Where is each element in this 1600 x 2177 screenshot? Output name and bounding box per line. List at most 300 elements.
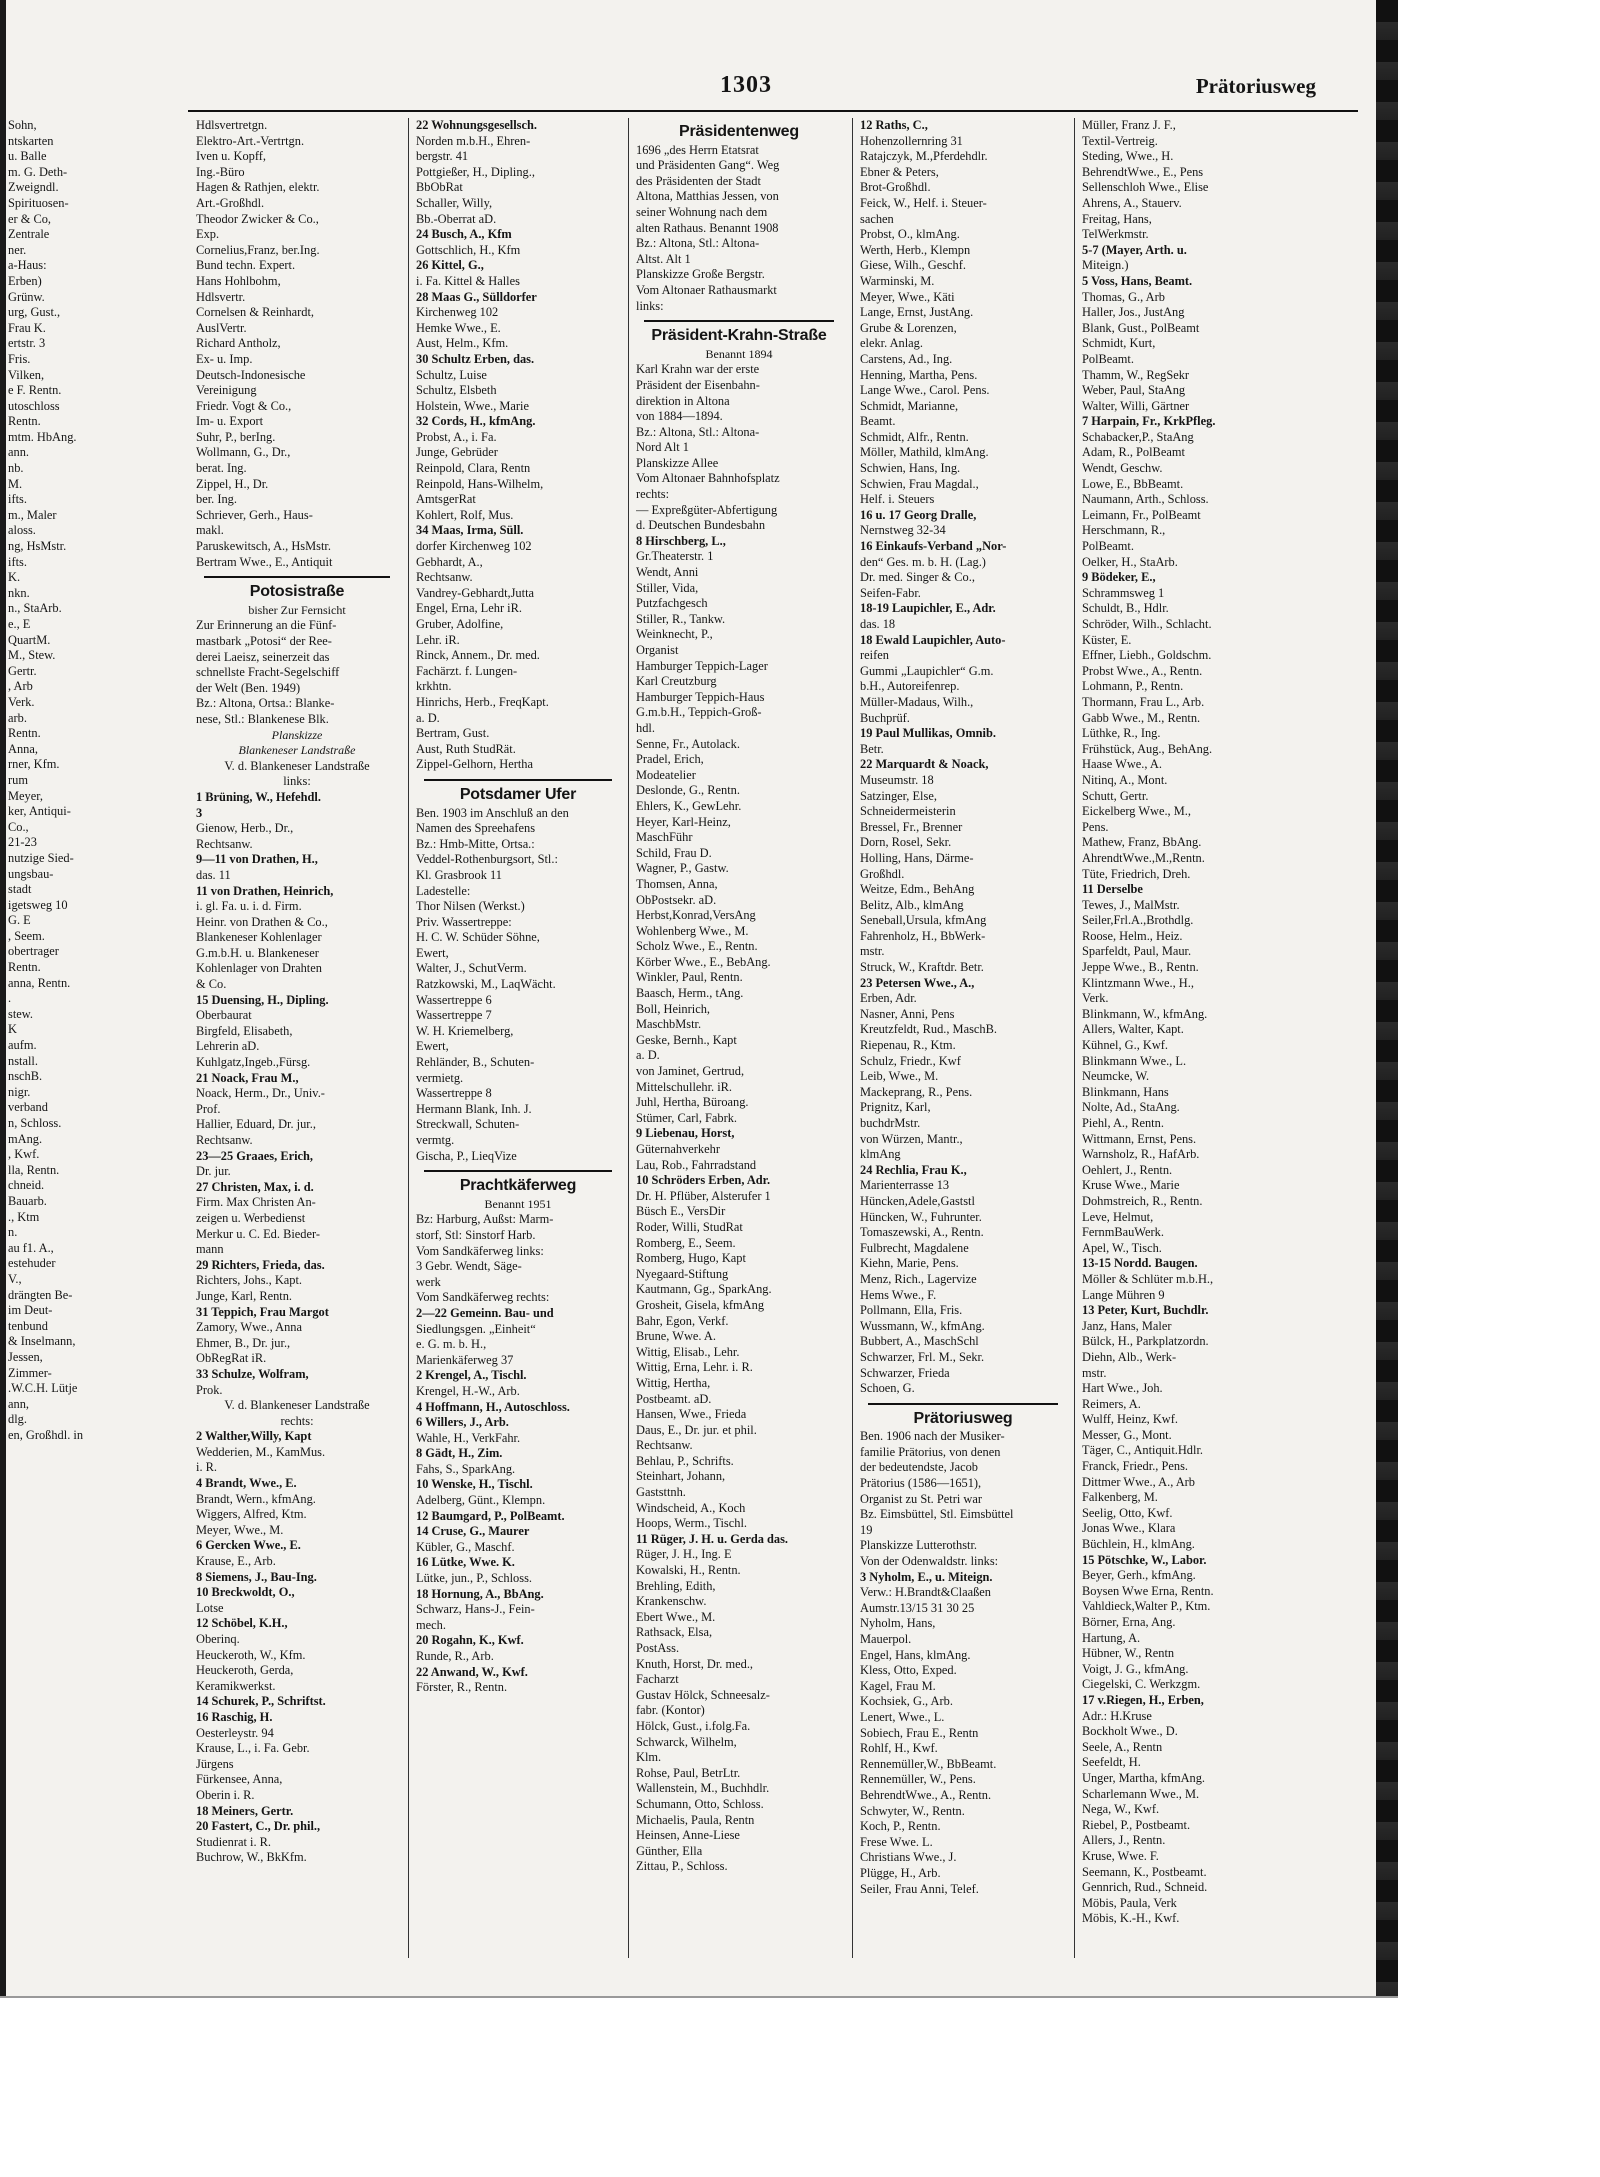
street-description-line: Organist zu St. Petri war (860, 1491, 982, 1506)
directory-entry: TelWerkmstr. (1082, 227, 1149, 242)
directory-entry: Schneidermeisterin (860, 804, 956, 819)
directory-entry: Gertr. (8, 663, 37, 678)
directory-entry: mech. (416, 1617, 446, 1632)
directory-entry: Nega, W., Kwf. (1082, 1802, 1160, 1817)
directory-entry: Oesterleystr. 94 (196, 1725, 274, 1740)
directory-entry: Probst, O., klmAng. (860, 227, 960, 242)
directory-entry: Brehling, Edith, (636, 1578, 716, 1593)
directory-entry: Aust, Ruth StudRät. (416, 741, 516, 756)
directory-entry: zeigen u. Werbedienst (196, 1210, 306, 1225)
directory-entry: Ratajczyk, M.,Pferdehdlr. (860, 149, 988, 164)
directory-entry: Unger, Martha, kfmAng. (1082, 1770, 1206, 1785)
directory-entry: Lehr. iR. (416, 632, 460, 647)
directory-entry: Hagen & Rathjen, elektr. (196, 180, 320, 195)
directory-entry: Schwarzer, Frl. M., Sekr. (860, 1349, 985, 1364)
directory-entry: Schutt, Gertr. (1082, 788, 1149, 803)
street-description-line: und Präsidenten Gang“. Weg (636, 158, 780, 173)
street-description-line: Thor Nilsen (Werkst.) (416, 899, 525, 914)
directory-entry: en, Großhdl. in (8, 1427, 84, 1442)
directory-entry: 9—11 von Drathen, H., (196, 852, 318, 867)
directory-entry: Dr. H. Pflüber, Alsterufer 1 (636, 1188, 771, 1203)
directory-entry: Rechtsanw. (196, 1133, 253, 1147)
directory-entry: Schild, Frau D. (636, 845, 712, 860)
directory-entry: Kruse, Wwe. F. (1082, 1848, 1159, 1863)
directory-entry: Schuldt, B., Hdlr. (1082, 601, 1169, 616)
directory-entry: Aust, Helm., Kfm. (416, 336, 509, 351)
directory-entry: Fürkensee, Anna, (196, 1772, 283, 1787)
directory-entry: Gummi „Laupichler“ G.m. (860, 663, 994, 678)
directory-entry: 17 v.Riegen, H., Erben, (1082, 1692, 1204, 1707)
directory-entry: Siedlungsgen. „Einheit“ (416, 1321, 536, 1336)
street-description-line: Walter, J., SchutVerm. (416, 961, 527, 976)
directory-entry: Seefeldt, H. (1082, 1755, 1141, 1770)
directory-entry: Fris. (8, 351, 31, 366)
directory-entry: Wohlenberg Wwe., M. (636, 923, 749, 938)
directory-entry: Kohlenlager von Drahten (196, 961, 322, 976)
directory-entry: Roose, Helm., Heiz. (1082, 928, 1183, 943)
directory-entry: 12 Raths, C., (860, 118, 928, 132)
directory-entry: Brune, Wwe. A. (636, 1329, 716, 1344)
directory-entry: Wagner, P., Gastw. (636, 861, 729, 876)
street-description-line: Karl Krahn war der erste (636, 362, 760, 377)
street-description-line: nese, Stl.: Blankenese Blk. (196, 711, 329, 726)
directory-entry: Rohse, Paul, BetrLtr. (636, 1765, 741, 1780)
directory-entry: MaschbMstr. (636, 1017, 702, 1032)
directory-entry: Keramikwerkst. (196, 1678, 276, 1693)
directory-entry: Schrammsweg 1 (1082, 585, 1165, 600)
directory-entry: Rentn. (8, 726, 41, 741)
directory-entry: Postbeamt. aD. (636, 1391, 712, 1406)
side-direction: links: (283, 774, 311, 789)
directory-entry: Feick, W., Helf. i. Steuer- (860, 195, 987, 210)
directory-entry: Wulff, Heinz, Kwf. (1082, 1412, 1178, 1427)
directory-entry: mstr. (860, 944, 885, 959)
directory-entry: Schultz, Luise (416, 367, 487, 382)
directory-entry: Thamm, W., RegSekr (1082, 367, 1190, 382)
directory-entry: 21 Noack, Frau M., (196, 1070, 299, 1085)
directory-entry: Probst, A., i. Fa. (416, 429, 497, 444)
directory-entry: Ebner & Peters, (860, 164, 939, 179)
directory-entry: Kless, Otto, Exped. (860, 1663, 957, 1678)
street-description-line: alten Rathaus. Benannt 1908 (636, 220, 779, 235)
column-4 (860, 118, 1066, 1958)
directory-entry: Lange Wwe., Carol. Pens. (860, 383, 990, 398)
directory-entry: Buchrow, W., BkKfm. (196, 1850, 307, 1865)
directory-entry: Heyer, Karl-Heinz, (636, 814, 731, 829)
directory-entry: Norden m.b.H., Ehren- (416, 133, 531, 148)
directory-entry: Anna, (8, 741, 38, 756)
directory-entry: 5 Voss, Hans, Beamt. (1082, 273, 1193, 288)
directory-entry: Wendt, Anni (636, 565, 699, 580)
directory-entry: Tewes, J., MalMstr. (1082, 897, 1180, 912)
directory-entry: Kowalski, H., Rentn. (636, 1563, 741, 1578)
directory-entry: Cornelsen & Reinhardt, (196, 305, 315, 320)
directory-entry: Karl Creutzburg (636, 674, 717, 689)
directory-entry: Oehlert, J., Rentn. (1082, 1162, 1173, 1177)
street-description-line: H. C. W. Schüder Söhne, (416, 930, 540, 945)
directory-entry: Bertram, Gust. (416, 726, 490, 741)
directory-entry: M. (8, 476, 23, 491)
directory-entry: Engel, Erna, Lehr iR. (416, 601, 522, 616)
directory-entry: Bubbert, A., MaschSchl (860, 1334, 979, 1349)
directory-entry: Seneball,Ursula, kfmAng (860, 913, 987, 928)
directory-entry: Mauerpol. (860, 1632, 912, 1646)
directory-entry: Vandrey-Gebhardt,Jutta (416, 585, 535, 600)
directory-entry: Brot-Großhdl. (860, 180, 931, 195)
directory-entry: 24 Rechlia, Frau K., (860, 1162, 967, 1177)
directory-entry: Ebert Wwe., M. (636, 1609, 716, 1624)
directory-entry: 23 Petersen Wwe., A., (860, 975, 975, 990)
directory-entry: Winkler, Paul, Rentn. (636, 970, 743, 985)
directory-entry: Aumstr.13/15 31 30 25 (860, 1600, 975, 1615)
directory-entry: Seelig, Otto, Kwf. (1082, 1505, 1173, 1520)
directory-entry: Jessen, (8, 1349, 43, 1364)
directory-entry: Gabb Wwe., M., Rentn. (1082, 710, 1201, 725)
directory-entry: Kuhlgatz,Ingeb.,Fürsg. (196, 1055, 311, 1070)
directory-entry: Rüger, J. H., Ing. E (636, 1547, 732, 1562)
directory-entry: Piehl, A., Rentn. (1082, 1116, 1164, 1130)
directory-entry: Hart Wwe., Joh. (1082, 1381, 1163, 1396)
directory-entry: Jonas Wwe., Klara (1082, 1521, 1176, 1536)
directory-entry: Vahldieck,Walter P., Ktm. (1082, 1599, 1211, 1614)
directory-entry: Warnsholz, R., HafArb. (1082, 1147, 1200, 1162)
directory-entry: Bressel, Fr., Brenner (860, 819, 963, 834)
directory-entry: Hölck, Gust., i.folg.Fa. (636, 1718, 751, 1733)
directory-entry: Krankenschw. (636, 1594, 707, 1609)
directory-entry: Romberg, Hugo, Kapt (636, 1251, 746, 1266)
street-description-line: Vom Sandkäferweg links: (416, 1243, 544, 1258)
street-header: Prätoriusweg (1195, 74, 1316, 98)
directory-entry: Haller, Jos., JustAng (1082, 305, 1185, 320)
street-description-line: Wassertreppe 7 (416, 1008, 492, 1023)
directory-entry: 9 Bödeker, E., (1082, 570, 1156, 585)
street-description-line: des Präsidenten der Stadt (636, 173, 761, 188)
directory-entry: Rentn. (8, 960, 41, 975)
street-description-line: Priv. Wassertreppe: (416, 914, 512, 929)
directory-entry: Schabacker,P., StaAng (1082, 429, 1194, 444)
directory-entry: ntskarten (8, 133, 54, 148)
directory-entry: Stümer, Carl, Fabrk. (636, 1110, 738, 1125)
directory-entry: 18 Meiners, Gertr. (196, 1803, 294, 1818)
directory-entry: Hdlsvertretgn. (196, 118, 268, 132)
directory-entry: Börner, Erna, Ang. (1082, 1615, 1176, 1629)
directory-entry: G.m.b.H., Teppich-Groß- (636, 705, 762, 720)
directory-entry: Krause, E., Arb. (196, 1554, 276, 1569)
directory-entry: & Inselmann, (8, 1334, 76, 1349)
directory-entry: Marienkäferweg 37 (416, 1352, 514, 1367)
directory-entry: nb. (8, 461, 24, 476)
directory-entry: Blank, Gust., PolBeamt (1082, 320, 1200, 335)
directory-entry: Hübner, W., Rentn (1082, 1646, 1175, 1661)
directory-entry: 23—25 Graaes, Erich, (196, 1148, 314, 1163)
directory-entry: Jürgens (196, 1756, 234, 1771)
directory-entry: Nitinq, A., Mont. (1082, 772, 1168, 787)
directory-entry: Verw.: H.Brandt&Claaßen (860, 1585, 991, 1600)
directory-entry: i. gl. Fa. u. i. d. Firm. (196, 899, 302, 914)
planskizze-place: Blankeneser Landstraße (238, 743, 356, 758)
directory-entry: AhrendtWwe.,M.,Rentn. (1082, 850, 1205, 865)
street-description-line: vermtg. (416, 1133, 455, 1147)
directory-entry: Fachärzt. f. Lungen- (416, 663, 518, 678)
directory-entry: Seiler, Frau Anni, Telef. (860, 1881, 979, 1896)
directory-entry: Vilken, (8, 367, 45, 382)
directory-entry: mann (196, 1242, 224, 1257)
directory-entry: Wollmann, G., Dr., (196, 445, 291, 460)
directory-entry: Iven u. Kopff, (196, 149, 266, 164)
directory-entry: ., Ktm (8, 1209, 40, 1224)
street-description-line: Kl. Grasbrook 11 (416, 867, 502, 882)
directory-entry: BehrendtWwe., A., Rentn. (860, 1787, 992, 1802)
directory-entry: Leimann, Fr., PolBeamt (1082, 507, 1201, 522)
directory-entry: berat. Ing. (196, 461, 247, 476)
directory-entry: Rechtsanw. (196, 836, 253, 851)
directory-entry: bergstr. 41 (416, 149, 469, 164)
directory-entry: . (8, 991, 12, 1006)
street-heading: Präsidentenweg (679, 123, 799, 140)
directory-entry: nutzige Sied- (8, 850, 74, 865)
directory-entry: fabr. (Kontor) (636, 1703, 705, 1718)
street-description-line: Von der Odenwaldstr. links: (860, 1554, 999, 1569)
directory-entry: Wallenstein, M., Buchhdlr. (636, 1781, 770, 1796)
directory-entry: Hinrichs, Herb., FreqKapt. (416, 694, 549, 709)
directory-entry: ifts. (8, 492, 27, 507)
directory-entry: 8 Hirschberg, L., (636, 533, 726, 548)
directory-entry: Cornelius,Franz, ber.Ing. (196, 242, 320, 257)
directory-entry: Bockholt Wwe., D. (1082, 1724, 1178, 1739)
directory-entry: Gr.Theaterstr. 1 (636, 549, 714, 564)
directory-entry: Kiehn, Marie, Pens. (860, 1256, 959, 1271)
directory-entry: Nyegaard-Stiftung (636, 1266, 729, 1281)
directory-entry: stew. (8, 1006, 34, 1021)
directory-entry: Lehrerin aD. (196, 1039, 260, 1054)
directory-entry: Leib, Wwe., M. (860, 1069, 939, 1084)
directory-entry: Co., (8, 819, 29, 834)
directory-entry: Pradel, Erich, (636, 752, 704, 767)
directory-entry: Kagel, Frau M. (860, 1678, 936, 1693)
directory-entry: Förster, R., Rentn. (416, 1680, 508, 1695)
directory-entry: Bauarb. (8, 1193, 47, 1208)
directory-entry: ertstr. 3 (8, 336, 46, 351)
directory-entry: Blankeneser Kohlenlager (196, 930, 322, 945)
directory-entry: Helf. i. Steuers (860, 492, 935, 507)
directory-entry: Oberinq. (196, 1632, 240, 1646)
directory-entry: ungsbau- (8, 866, 54, 881)
directory-entry: m., Maler (8, 507, 57, 522)
side-direction: V. d. Blankeneser Landstraße (224, 1398, 370, 1413)
directory-entry: igetsweg 10 (8, 897, 68, 912)
directory-entry: Ciegelski, C. Werkzgm. (1082, 1677, 1201, 1692)
directory-entry: Kirchenweg 102 (416, 305, 499, 320)
directory-entry: Senne, Fr., Autolack. (636, 736, 740, 751)
directory-entry: Hansen, Wwe., Frieda (636, 1407, 747, 1422)
directory-entry: Buchprüf. (860, 710, 910, 725)
directory-entry: 18 Hornung, A., BbAng. (416, 1586, 544, 1601)
directory-entry: e., E (8, 617, 31, 631)
directory-entry: Schoen, G. (860, 1381, 915, 1396)
street-description-line: Bz.: Hmb-Mitte, Ortsa.: (416, 836, 535, 851)
directory-entry: Ehmer, B., Dr. jur., (196, 1335, 291, 1350)
directory-entry: mstr. (1082, 1365, 1107, 1380)
directory-entry: Weinknecht, P., (636, 627, 713, 642)
directory-entry: Windscheid, A., Koch (636, 1500, 746, 1515)
directory-entry: Janz, Hans, Maler (1082, 1318, 1172, 1333)
street-description-line: Ewert, (416, 945, 449, 960)
directory-entry: Thomas, G., Arb (1082, 289, 1165, 304)
directory-entry: urg, Gust., (8, 305, 61, 320)
directory-entry: ObRegRat iR. (196, 1351, 267, 1366)
directory-entry: Kühnel, G., Kwf. (1082, 1038, 1169, 1053)
street-description-line: Zur Erinnerung an die Fünf- (196, 618, 337, 633)
directory-entry: 10 Wenske, H., Tischl. (416, 1477, 533, 1492)
directory-entry: Büsch E., VersDir (636, 1204, 726, 1219)
directory-entry: Boysen Wwe Erna, Rentn. (1082, 1583, 1214, 1598)
directory-entry: AuslVertr. (196, 320, 247, 335)
directory-entry: Koch, P., Rentn. (860, 1819, 941, 1834)
section-separator (204, 576, 390, 578)
directory-entry: Oelker, H., StaArb. (1082, 554, 1178, 569)
directory-entry: Stiller, R., Tankw. (636, 611, 726, 626)
directory-entry: sachen (860, 211, 894, 226)
directory-entry: Weber, Paul, StaAng (1082, 383, 1186, 398)
directory-entry: Möbis, Paula, Verk (1082, 1895, 1177, 1910)
street-description-line: Präsident der Eisenbahn- (636, 377, 760, 392)
directory-entry: Frau K. (8, 320, 46, 335)
street-description-line: von 1884—1894. (636, 409, 723, 424)
directory-entry: Wittmann, Ernst, Pens. (1082, 1131, 1197, 1146)
directory-entry: ber. Ing. (196, 492, 237, 507)
page-number: 1303 (720, 72, 772, 98)
directory-entry: Warminski, M. (860, 273, 935, 288)
street-description-line: vermietg. (416, 1070, 464, 1085)
directory-entry: 3 Nyholm, E., u. Miteign. (860, 1569, 993, 1584)
directory-entry: Wendt, Geschw. (1082, 461, 1163, 476)
directory-entry: 16 Einkaufs-Verband „Nor- (860, 539, 1007, 554)
directory-entry: Täger, C., Antiquit.Hdlr. (1082, 1443, 1203, 1458)
directory-entry: Knuth, Horst, Dr. med., (636, 1656, 754, 1671)
directory-entry: Schwyter, W., Rentn. (860, 1803, 965, 1818)
directory-entry: Hallier, Eduard, Dr. jur., (196, 1117, 316, 1132)
directory-entry: Nasner, Anni, Pens (860, 1006, 955, 1021)
directory-entry: Lange, Ernst, JustAng. (860, 305, 974, 320)
directory-entry: Pens. (1082, 819, 1109, 834)
directory-entry: Schultz, Elsbeth (416, 383, 497, 398)
directory-entry: Schmidt, Kurt, (1082, 336, 1156, 351)
street-heading: Potsdamer Ufer (459, 785, 577, 803)
directory-entry: Zippel, H., Dr. (196, 476, 269, 491)
directory-entry: Sparfeldt, Paul, Maur. (1082, 944, 1192, 959)
directory-entry: Zweigndl. (8, 180, 59, 195)
directory-entry: n, Schloss. (8, 1116, 62, 1130)
directory-entry: Adr.: H.Kruse (1082, 1708, 1152, 1723)
directory-entry: Schaller, Willy, (416, 195, 493, 210)
directory-entry: Frühstück, Aug., BehAng. (1082, 741, 1213, 756)
directory-entry: 8 Siemens, J., Bau-Ing. (196, 1569, 317, 1584)
directory-entry: 22 Wohnungsgesellsch. (416, 118, 537, 132)
directory-entry: Bertram Wwe., E., Antiquit (196, 554, 333, 569)
street-description-line: Bz. Eimsbüttel, Stl. Eimsbüttel (860, 1507, 1014, 1522)
directory-entry: 26 Kittel, G., (416, 258, 484, 273)
directory-entry: 12 Baumgard, P., PolBeamt. (416, 1508, 565, 1523)
directory-entry: ObPostsekr. aD. (636, 892, 717, 907)
directory-entry: Blinkmann, Hans (1082, 1084, 1169, 1099)
directory-entry: & Co. (196, 977, 227, 992)
directory-entry: 34 Maas, Irma, Süll. (416, 523, 524, 538)
directory-entry: Art.-Großhdl. (196, 195, 265, 210)
directory-entry: Rohlf, H., Kwf. (860, 1741, 938, 1756)
directory-entry: Grube & Lorenzen, (860, 320, 957, 335)
directory-entry: Nyholm, Hans, (860, 1616, 936, 1631)
street-description-line: Rehländer, B., Schuten- (416, 1055, 535, 1070)
directory-entry: Dr. jur. (196, 1164, 231, 1179)
directory-entry: Ing.-Büro (196, 164, 245, 179)
directory-entry: Christians Wwe., J. (860, 1850, 957, 1865)
street-description-line: werk (416, 1274, 441, 1289)
directory-entry: 6 Willers, J., Arb. (416, 1415, 509, 1430)
directory-entry: arb. (8, 710, 27, 725)
directory-entry: 5-7 (Mayer, Arth. u. (1082, 242, 1187, 257)
directory-entry: Richters, Johs., Kapt. (196, 1273, 302, 1288)
directory-entry: Meyer, (8, 788, 43, 803)
directory-entry: Schulz, Friedr., Kwf (860, 1053, 961, 1068)
directory-entry: Hohenzollernring 31 (860, 133, 963, 148)
directory-entry: Hans Hohlbohm, (196, 273, 281, 288)
directory-entry: Weitze, Edm., BehAng (860, 882, 975, 897)
directory-entry: 6 Gercken Wwe., E. (196, 1538, 301, 1553)
directory-entry: Mathew, Franz, BbAng. (1082, 835, 1202, 850)
directory-entry: Messer, G., Mont. (1082, 1427, 1172, 1442)
directory-entry: 32 Cords, H., kfmAng. (416, 414, 536, 429)
directory-entry: 13 Peter, Kurt, Buchdlr. (1082, 1303, 1209, 1318)
directory-entry: krkhtn. (416, 679, 452, 694)
directory-entry: Pollmann, Ella, Fris. (860, 1303, 963, 1318)
street-description-line: Vom Sandkäferweg rechts: (416, 1290, 550, 1305)
directory-entry: ng, HsMstr. (8, 539, 67, 554)
directory-entry: e. G. m. b. H., (416, 1337, 487, 1352)
street-description-line: Wassertreppe 6 (416, 992, 492, 1007)
directory-entry: i. Fa. Kittel & Halles (416, 273, 520, 288)
directory-entry: tenbund (8, 1318, 48, 1333)
directory-entry: Grünw. (8, 289, 45, 304)
street-description-line: Planskizze Allee (636, 455, 719, 470)
street-description-line: Veddel-Rothenburgsort, Stl.: (416, 852, 558, 867)
directory-entry: ann, (8, 1396, 29, 1411)
directory-entry: Gottschlich, H., Kfm (416, 242, 521, 257)
street-description-line: d. Deutschen Bundesbahn (636, 518, 766, 533)
street-description-line: Namen des Spreehafens (416, 821, 536, 836)
column-3 (636, 118, 842, 1958)
directory-entry: QuartM. (8, 632, 51, 647)
street-description-line: Planskizze Lutterothstr. (860, 1538, 977, 1553)
directory-entry: Geske, Bernh., Kapt (636, 1032, 737, 1047)
directory-entry: Krengel, H.-W., Arb. (416, 1383, 520, 1398)
directory-entry: reifen (860, 648, 889, 663)
directory-entry: Gustav Hölck, Schneesalz- (636, 1687, 770, 1702)
street-description-line: Streckwall, Schuten- (416, 1117, 520, 1132)
directory-entry: er & Co, (8, 211, 52, 226)
directory-entry: Blinkmann Wwe., L. (1082, 1053, 1187, 1068)
directory-entry: u. Balle (8, 149, 47, 164)
directory-entry: Mackeprang, R., Pens. (860, 1084, 973, 1099)
directory-entry: Oberbaurat (196, 1008, 252, 1023)
directory-entry: Museumstr. 18 (860, 772, 934, 787)
street-description-line: direktion in Altona (636, 393, 730, 408)
directory-entry: Meyer, Wwe., Käti (860, 289, 955, 304)
directory-entry: Bülck, H., Parkplatzordn. (1082, 1334, 1209, 1349)
street-description-line: Altst. Alt 1 (636, 251, 691, 266)
directory-entry: Satzinger, Else, (860, 788, 937, 803)
directory-entry: nschB. (8, 1069, 43, 1084)
directory-entry: 12 Schöbel, K.H., (196, 1616, 288, 1631)
